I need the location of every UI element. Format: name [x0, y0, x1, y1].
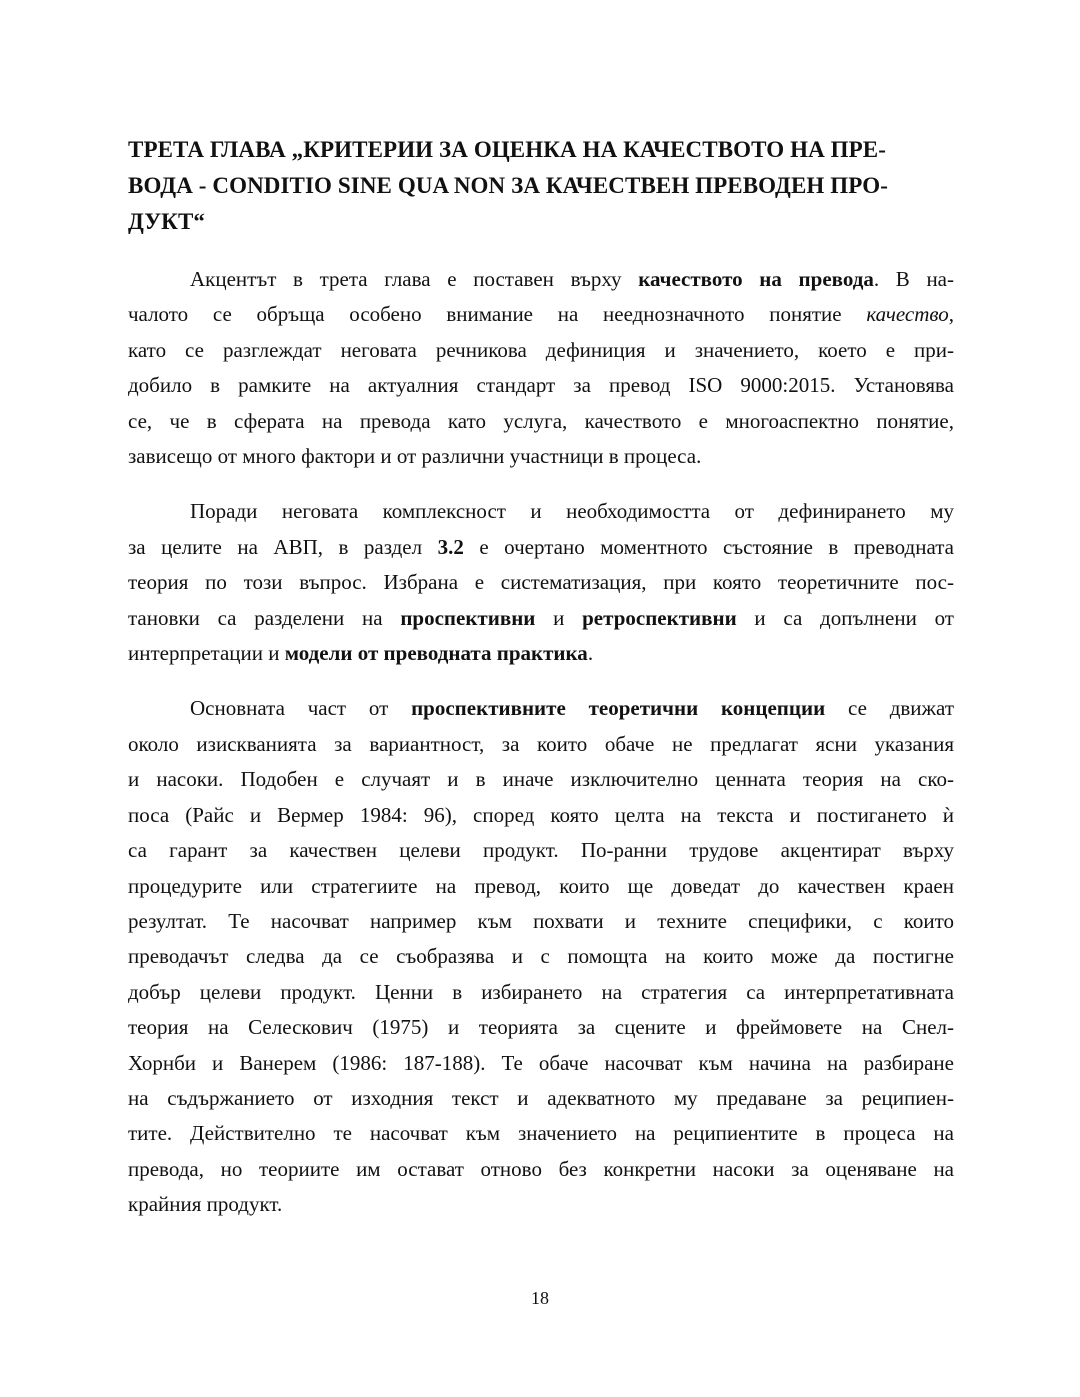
text-run: теория по този въпрос. Избрана е систематизация, при която теоретичните пос-: [128, 570, 954, 595]
text-line: [128, 494, 954, 529]
paragraph-3: [128, 691, 954, 1222]
text-run: и насоки. Подобен е случаят и в иначе изключително ценната теория на ско-: [128, 767, 954, 792]
text-run: Акцентът в трета глава е поставен върху: [190, 267, 639, 291]
text-run: интерпретации и: [128, 641, 285, 666]
text-line: [128, 439, 954, 474]
bold-text: ретроспективни: [582, 605, 737, 630]
text-line: [128, 565, 954, 600]
text-line: [128, 297, 954, 332]
text-line: [128, 636, 954, 671]
text-line: [128, 333, 954, 368]
text-line: [128, 798, 954, 833]
document-page: [128, 132, 954, 1243]
text-line: [128, 904, 954, 939]
text-run: резултат. Те насочват например към похвати и техните специфики, с които: [128, 908, 954, 933]
text-line: [128, 1010, 954, 1045]
text-run: ,: [948, 302, 954, 327]
paragraph-1: [128, 262, 954, 474]
heading-line: ДУКТ“: [128, 209, 206, 234]
text-run: .: [587, 641, 594, 666]
text-line: [128, 1081, 954, 1116]
text-run: се движат: [825, 696, 955, 721]
text-run: чалото се обръща особено внимание на нееднозначното понятие: [128, 302, 867, 327]
text-run: процедурите или стратегиите на превод, които ще доведат до качествен краен: [128, 873, 954, 898]
text-run: тановки са разделени на: [128, 605, 401, 630]
text-line: [128, 368, 954, 403]
text-run: е очертано моментното състояние в преводната: [463, 534, 954, 559]
text-run: тите. Действително те насочват към значението на реципиентите в процеса на: [128, 1121, 954, 1146]
text-run: са гарант за качествен целеви продукт. По-ранни трудове акцентират върху: [128, 838, 954, 863]
text-line: [128, 833, 954, 868]
text-run: превода, но теориите им остават отново без конкретни насоки за оценяване на: [128, 1156, 954, 1181]
text-run: преводачът следва да се съобразява и с помощта на които може да постигне: [128, 944, 954, 969]
text-run: добило в рамките на актуалния стандарт за превод ISO 9000:2015. Установява: [128, 373, 954, 398]
bold-text: 3.2: [437, 534, 464, 559]
text-run: като се разглеждат неговата речникова дефиниция и значението, което е при-: [128, 337, 954, 362]
text-line: [128, 939, 954, 974]
bold-text: проспективните теоретични концепции: [411, 696, 826, 721]
chapter-heading: [128, 132, 954, 240]
text-run: Поради неговата комплексност и необходимостта от дефинирането му: [190, 499, 954, 524]
text-line: [128, 601, 954, 636]
bold-text: проспективни: [400, 605, 536, 630]
text-run: Основната част от: [190, 696, 412, 721]
text-line: [128, 404, 954, 439]
text-run: поса (Райс и Вермер 1984: 96), според която целта на текста и постигането ѝ: [128, 802, 954, 827]
text-line: [128, 691, 954, 726]
text-run: на съдържанието от изходния текст и адекватното му предаване за реципиен-: [128, 1085, 954, 1110]
text-line: [128, 530, 954, 565]
text-line: [128, 975, 954, 1010]
text-line: [128, 1152, 954, 1187]
text-line: [128, 262, 954, 297]
bold-text: модели от преводната практика: [284, 641, 588, 666]
heading-line: ТРЕТА ГЛАВА „КРИТЕРИИ ЗА ОЦЕНКА НА КАЧЕСТВОТО НА ПРЕ-: [128, 137, 886, 162]
text-run: за целите на АВП, в раздел: [128, 534, 438, 559]
text-run: добър целеви продукт. Ценни в избирането на стратегия са интерпретативната: [128, 979, 954, 1004]
paragraph-2: [128, 494, 954, 671]
text-run: около изискванията за вариантност, за които обаче не предлагат ясни указания: [128, 731, 954, 756]
text-line: [128, 727, 954, 762]
text-line: [128, 1116, 954, 1151]
italic-text: качество: [866, 302, 949, 327]
text-run: . В на-: [873, 267, 954, 291]
text-line: [128, 762, 954, 797]
text-run: Хорнби и Ванерем (1986: 187-188). Те обаче насочват към начина на разбиране: [128, 1050, 954, 1075]
heading-line: ВОДА - CONDITIO SINE QUA NON ЗА КАЧЕСТВЕН ПРЕВОДЕН ПРО-: [128, 173, 888, 198]
text-run: и: [535, 605, 583, 630]
bold-text: качеството на превода: [638, 267, 874, 291]
text-line: [128, 1187, 954, 1222]
text-line: [128, 1046, 954, 1081]
text-run: крайния продукт.: [128, 1192, 283, 1217]
text-line: [128, 869, 954, 904]
page-number: 18: [531, 1288, 549, 1308]
text-run: и са допълнени от: [736, 605, 954, 630]
text-run: теория на Селескович (1975) и теорията за сцените и фреймовете на Снел-: [128, 1015, 954, 1040]
text-run: зависещо от много фактори и от различни участници в процеса.: [128, 444, 702, 469]
text-run: се, че в сферата на превода като услуга, качеството е многоаспектно понятие,: [128, 408, 954, 433]
